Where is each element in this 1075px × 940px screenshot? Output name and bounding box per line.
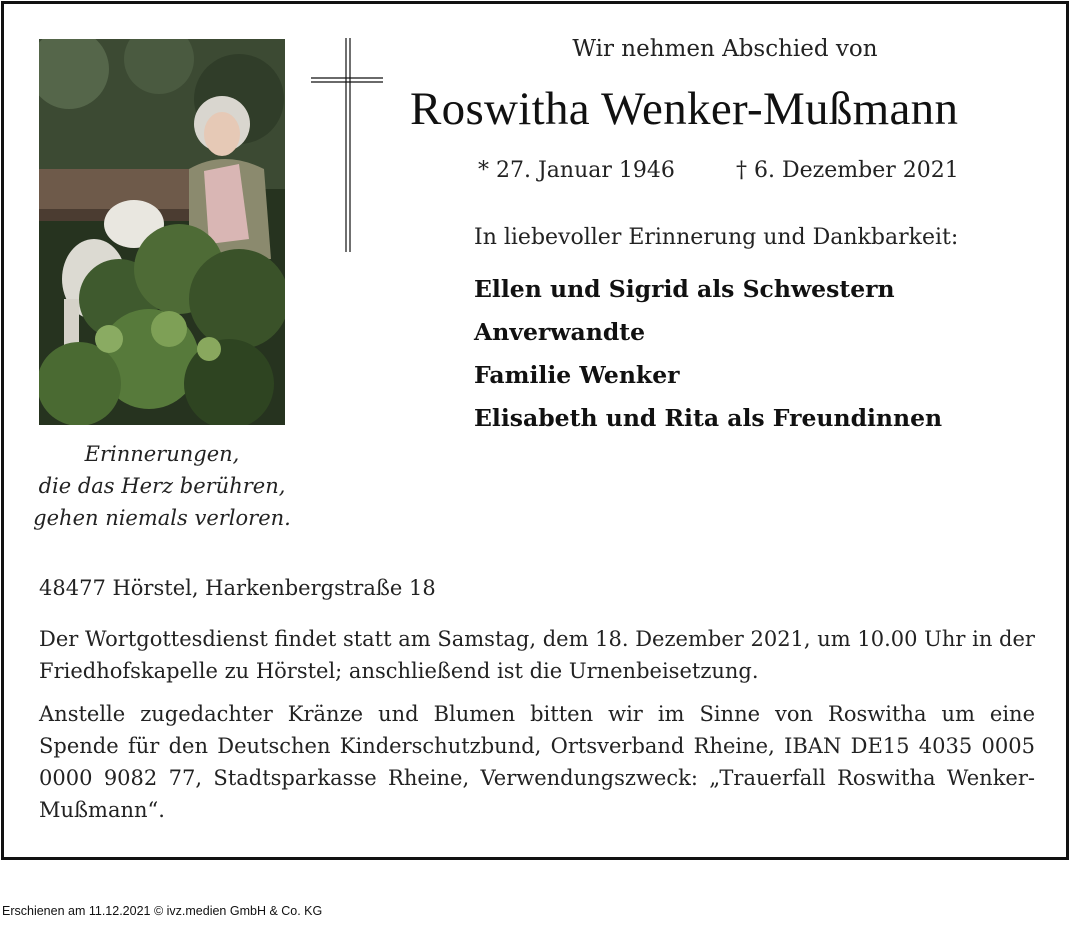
quote-line: gehen niemals verloren. [33, 506, 291, 530]
deceased-name: Roswitha Wenker-Mußmann [410, 83, 959, 135]
mourner-entry: Ellen und Sigrid als Schwestern [474, 275, 895, 303]
address: 48477 Hörstel, Harkenbergstraße 18 [39, 576, 436, 600]
mourners-list [474, 268, 942, 440]
service-paragraph: Der Wortgottesdienst findet statt am Samstag, dem 18. Dezember 2021, um 10.00 Uhr in der Friedhofskapelle zu Hörstel; anschließend ist die Urnenbeisetzung. [39, 627, 1035, 683]
thanks-line: In liebevoller Erinnerung und Dankbarkeit: [474, 225, 959, 250]
intro-text: Wir nehmen Abschied von [572, 36, 878, 62]
quote-line: Erinnerungen, [84, 442, 240, 466]
publication-footer: Erschienen am 11.12.2021 © ivz.medien GmbH & Co. KG [2, 904, 323, 918]
quote-line: die das Herz berühren, [38, 474, 286, 498]
death-date: † 6. Dezember 2021 [736, 158, 959, 183]
cross-icon [311, 38, 383, 252]
mourner-entry: Anverwandte [474, 318, 646, 346]
donation-paragraph: Anstelle zugedachter Kränze und Blumen bitten wir im Sinne von Roswitha um eine Spende für den Deutschen Kinderschutzbund, Ortsverband Rheine, IBAN DE15 4035 0005 0000 9082 77, Stadtsparkasse Rheine, Verwendungszweck: „Trauerfall Roswitha Wenker-Mußmann“. [39, 702, 1035, 822]
mourner-entry: Familie Wenker [474, 361, 680, 389]
birth-date: * 27. Januar 1946 [478, 158, 675, 183]
portrait-photo [39, 39, 285, 425]
memorial-quote [20, 438, 304, 534]
mourner-entry: Elisabeth und Rita als Freundinnen [474, 404, 943, 432]
